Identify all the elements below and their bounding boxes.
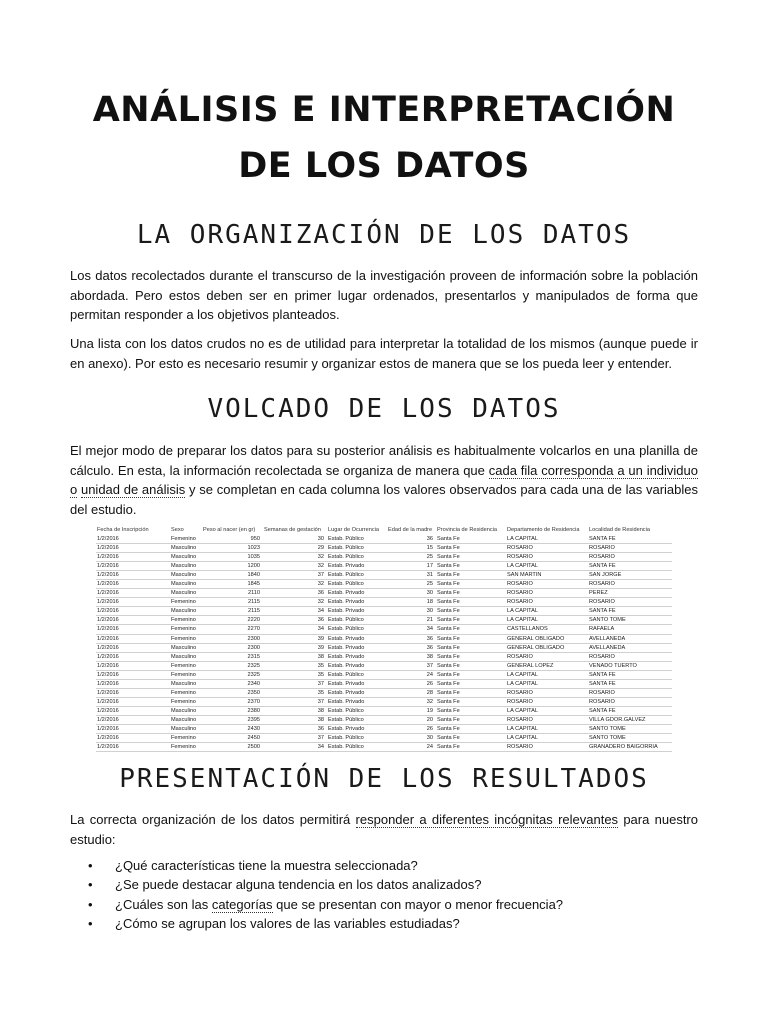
spreadsheet-cell: 20 [387,715,436,724]
spreadsheet-cell: 950 [202,535,263,544]
bullet-icon: • [88,858,93,873]
spreadsheet-cell: ROSARIO [506,652,588,661]
spreadsheet-cell: 1035 [202,553,263,562]
spreadsheet-cell: 1/2/2016 [96,607,170,616]
spreadsheet-cell: Estab. Privado [327,652,387,661]
spreadsheet-row [96,688,672,697]
spreadsheet-row [96,652,672,661]
spreadsheet-cell: 1/2/2016 [96,697,170,706]
spreadsheet-cell: 36 [387,643,436,652]
spreadsheet-cell: 1/2/2016 [96,580,170,589]
spreadsheet-cell: SANTA FE [588,562,672,571]
spreadsheet-table [96,524,672,752]
spreadsheet-cell: 38 [263,706,327,715]
spreadsheet-cell: Santa Fe [436,562,506,571]
spreadsheet-cell: SANTA FE [588,607,672,616]
spreadsheet-cell: 1/2/2016 [96,625,170,634]
spreadsheet-cell: Estab. Público [327,571,387,580]
spreadsheet-cell: VILLA GDOR.GALVEZ [588,715,672,724]
spreadsheet-cell: Masculino [170,589,202,598]
spreadsheet-cell: 36 [387,634,436,643]
spreadsheet-cell: Masculino [170,715,202,724]
spreadsheet-cell: Estab. Privado [327,643,387,652]
paragraph-lista-datos-crudos: Una lista con los datos crudos no es de utilidad para interpretar la totalidad de los mismos (aunque puede ir en anexo). Por esto es necesario resumir y organizar estos de manera que se los pueda leer y entender. [70,336,698,371]
spreadsheet-row [96,607,672,616]
spreadsheet-cell: 37 [263,734,327,743]
spreadsheet-cell: Femenino [170,734,202,743]
spreadsheet-cell: 1/2/2016 [96,670,170,679]
main-title-line-2: DE LOS DATOS [238,146,530,186]
spreadsheet-cell: Santa Fe [436,544,506,553]
spreadsheet-column-header: Lugar de Ocurrencia [328,526,379,533]
spreadsheet-cell: 1/2/2016 [96,553,170,562]
spreadsheet-cell: 36 [387,535,436,544]
spreadsheet-cell: 30 [263,535,327,544]
spreadsheet-cell: 35 [263,670,327,679]
spreadsheet-row [96,697,672,706]
spreadsheet-cell: Estab. Público [327,553,387,562]
paragraph-text-end: y se completan en cada columna los valores observados para cada una de las variables del estudio. [70,482,698,517]
question-text: ¿Se puede destacar alguna tendencia en los datos analizados? [115,877,482,893]
spreadsheet-cell: Masculino [170,724,202,733]
question-text: ¿Cómo se agrupan los valores de las variables estudiadas? [115,915,460,931]
spreadsheet-cell: 30 [387,734,436,743]
spreadsheet-cell: LA CAPITAL [506,724,588,733]
spreadsheet-cell: Masculino [170,562,202,571]
spreadsheet-cell: 25 [387,553,436,562]
spreadsheet-cell: SANTA FE [588,535,672,544]
spreadsheet-cell: LA CAPITAL [506,734,588,743]
spreadsheet-cell: Femenino [170,535,202,544]
spreadsheet-cell: SANTO TOME [588,734,672,743]
spreadsheet-header-row [96,524,672,535]
spreadsheet-cell: 32 [263,598,327,607]
spreadsheet-cell: 19 [387,706,436,715]
spreadsheet-cell: 1/2/2016 [96,562,170,571]
spreadsheet-cell: Santa Fe [436,607,506,616]
question-list-item [88,914,563,933]
spreadsheet-cell: SAN MARTIN [506,571,588,580]
spreadsheet-cell: 1/2/2016 [96,643,170,652]
spreadsheet-cell: 28 [387,688,436,697]
spreadsheet-cell: ROSARIO [506,553,588,562]
spreadsheet-cell: AVELLANEDA [588,634,672,643]
spreadsheet-cell: Femenino [170,616,202,625]
spreadsheet-cell: 2300 [202,634,263,643]
spreadsheet-cell: 36 [263,589,327,598]
underlined-phrase-fila-individuo: cada fila corresponda a un individuo o [70,462,699,497]
spreadsheet-cell: Estab. Público [327,625,387,634]
spreadsheet-cell: Estab. Privado [327,562,387,571]
spreadsheet-row [96,743,672,752]
spreadsheet-cell: 2325 [202,661,263,670]
spreadsheet-cell: 34 [263,607,327,616]
spreadsheet-cell: ROSARIO [506,688,588,697]
question-list-item [88,895,563,914]
spreadsheet-cell: 37 [263,571,327,580]
spreadsheet-cell: Femenino [170,688,202,697]
spreadsheet-cell: 1023 [202,544,263,553]
spreadsheet-cell: 32 [263,553,327,562]
spreadsheet-cell: 31 [387,571,436,580]
spreadsheet-cell: 2340 [202,679,263,688]
spreadsheet-cell: 35 [263,661,327,670]
spreadsheet-cell: 1/2/2016 [96,544,170,553]
spreadsheet-cell: 2395 [202,715,263,724]
spreadsheet-cell: Santa Fe [436,743,506,752]
section-heading-volcado: VOLCADO DE LOS DATOS [207,394,561,424]
spreadsheet-column-header: Peso al nacer (en gr) [203,526,256,533]
paragraph-correcta-organizacion [70,810,698,849]
spreadsheet-cell: Santa Fe [436,535,506,544]
spreadsheet-cell: Santa Fe [436,706,506,715]
spreadsheet-cell: ROSARIO [506,715,588,724]
spreadsheet-row [96,679,672,688]
spreadsheet-cell: 1/2/2016 [96,598,170,607]
spreadsheet-cell: Estab. Privado [327,607,387,616]
spreadsheet-column-header: Edad de la madre [388,526,433,533]
spreadsheet-cell: 34 [387,625,436,634]
paragraph-text-end: para nuestro estudio: [70,812,698,847]
spreadsheet-cell: Masculino [170,679,202,688]
spreadsheet-cell: GENERAL OBLIGADO [506,634,588,643]
paragraph-planilla-calculo [70,441,698,519]
spreadsheet-row [96,670,672,679]
spreadsheet-cell: ROSARIO [588,697,672,706]
spreadsheet-column-header: Provincia de Residencia [437,526,498,533]
spreadsheet-cell: Femenino [170,598,202,607]
spreadsheet-cell: 34 [263,625,327,634]
spreadsheet-cell: SANTO TOME [588,616,672,625]
spreadsheet-cell: Masculino [170,652,202,661]
spreadsheet-cell: Estab. Privado [327,724,387,733]
spreadsheet-cell: 2450 [202,734,263,743]
spreadsheet-cell: 35 [263,688,327,697]
spreadsheet-cell: SANTO TOME [588,724,672,733]
spreadsheet-cell: LA CAPITAL [506,562,588,571]
spreadsheet-image [96,524,672,752]
spreadsheet-cell: Santa Fe [436,697,506,706]
spreadsheet-cell: 1/2/2016 [96,706,170,715]
spreadsheet-cell: Femenino [170,661,202,670]
spreadsheet-row [96,589,672,598]
spreadsheet-row [96,553,672,562]
spreadsheet-cell: 1/2/2016 [96,715,170,724]
spreadsheet-cell: 37 [387,661,436,670]
spreadsheet-cell: Santa Fe [436,670,506,679]
spreadsheet-row [96,535,672,544]
spreadsheet-cell: LA CAPITAL [506,670,588,679]
spreadsheet-cell: Santa Fe [436,661,506,670]
spreadsheet-cell: Estab. Público [327,535,387,544]
spreadsheet-row [96,598,672,607]
spreadsheet-cell: Santa Fe [436,724,506,733]
spreadsheet-cell: Santa Fe [436,688,506,697]
spreadsheet-cell: ROSARIO [588,553,672,562]
spreadsheet-row [96,571,672,580]
spreadsheet-cell: 30 [387,607,436,616]
spreadsheet-cell: 2315 [202,652,263,661]
spreadsheet-cell: Santa Fe [436,734,506,743]
spreadsheet-cell: Santa Fe [436,580,506,589]
spreadsheet-cell: ROSARIO [506,544,588,553]
spreadsheet-cell: Femenino [170,697,202,706]
spreadsheet-column-header: Sexo [171,526,184,533]
question-text: que se presentan con mayor o menor frecuencia? [272,896,564,912]
spreadsheet-row [96,616,672,625]
spreadsheet-cell: Masculino [170,553,202,562]
spreadsheet-cell: Santa Fe [436,625,506,634]
question-text: ¿Qué características tiene la muestra seleccionada? [115,858,418,873]
spreadsheet-cell: 17 [387,562,436,571]
spreadsheet-row [96,634,672,643]
spreadsheet-cell: 1/2/2016 [96,634,170,643]
spreadsheet-cell: 38 [263,715,327,724]
spreadsheet-cell: Masculino [170,706,202,715]
spreadsheet-cell: Santa Fe [436,589,506,598]
question-text: ¿Cuáles son las [115,896,212,912]
spreadsheet-cell: Estab. Público [327,743,387,752]
spreadsheet-cell: 24 [387,670,436,679]
spreadsheet-row [96,580,672,589]
spreadsheet-cell: Masculino [170,544,202,553]
spreadsheet-cell: ROSARIO [588,580,672,589]
spreadsheet-cell: 26 [387,724,436,733]
spreadsheet-cell: Estab. Público [327,544,387,553]
spreadsheet-cell: 2115 [202,598,263,607]
spreadsheet-cell: 2115 [202,607,263,616]
spreadsheet-cell: 26 [387,679,436,688]
spreadsheet-cell: SANTA FE [588,679,672,688]
spreadsheet-cell: Estab. Privado [327,634,387,643]
spreadsheet-cell: Estab. Público [327,616,387,625]
spreadsheet-cell: ROSARIO [506,743,588,752]
spreadsheet-row [96,562,672,571]
spreadsheet-cell: Estab. Público [327,715,387,724]
spreadsheet-cell: 1/2/2016 [96,743,170,752]
spreadsheet-cell: ROSARIO [588,688,672,697]
spreadsheet-cell: 36 [263,616,327,625]
spreadsheet-cell: 32 [263,580,327,589]
spreadsheet-row [96,625,672,634]
underlined-phrase-unidad-analisis: unidad de análisis [80,482,186,497]
spreadsheet-cell: 38 [387,652,436,661]
bullet-icon: • [88,896,93,912]
spreadsheet-column-header: Localidad de Residencia [589,526,650,533]
spreadsheet-cell: Estab. Público [327,706,387,715]
spreadsheet-cell: 36 [263,724,327,733]
spreadsheet-cell: 1/2/2016 [96,679,170,688]
spreadsheet-cell: SANTA FE [588,670,672,679]
spreadsheet-cell: Santa Fe [436,652,506,661]
spreadsheet-cell: 37 [263,697,327,706]
spreadsheet-cell: Femenino [170,743,202,752]
spreadsheet-cell: 1/2/2016 [96,734,170,743]
spreadsheet-cell: ROSARIO [506,580,588,589]
paragraph-datos-recolectados: Los datos recolectados durante el transcurso de la investigación proveen de información sobre la población abordada. Pero estos deben ser en primer lugar ordenados, presentarlos y manipulados de forma que permitan responder a los objetivos planteados. [70,268,698,322]
bullet-icon: • [88,877,93,893]
spreadsheet-cell: 1/2/2016 [96,652,170,661]
spreadsheet-column-header: Fecha de Inscripción [97,526,149,533]
spreadsheet-cell: 2325 [202,670,263,679]
spreadsheet-row [96,706,672,715]
spreadsheet-cell: AVELLANEDA [588,643,672,652]
spreadsheet-cell: 2370 [202,697,263,706]
spreadsheet-cell: Estab. Privado [327,598,387,607]
section-heading-organizacion: LA ORGANIZACIÓN DE LOS DATOS [136,220,632,250]
spreadsheet-cell: LA CAPITAL [506,679,588,688]
spreadsheet-cell: 1/2/2016 [96,661,170,670]
spreadsheet-column-header: Semanas de gestación [264,526,321,533]
spreadsheet-cell: 1/2/2016 [96,616,170,625]
spreadsheet-column-header: Departamento de Residencia [507,526,580,533]
spreadsheet-cell: GENERAL LOPEZ [506,661,588,670]
underlined-phrase-incognitas: responder a diferentes incógnitas relevantes [355,812,619,827]
spreadsheet-cell: 1200 [202,562,263,571]
spreadsheet-cell: 39 [263,634,327,643]
spreadsheet-cell: 2270 [202,625,263,634]
spreadsheet-cell: LA CAPITAL [506,706,588,715]
spreadsheet-cell: Masculino [170,571,202,580]
spreadsheet-cell: Santa Fe [436,571,506,580]
spreadsheet-cell: 29 [263,544,327,553]
spreadsheet-cell: Estab. Público [327,670,387,679]
spreadsheet-cell: Santa Fe [436,598,506,607]
spreadsheet-cell: 2220 [202,616,263,625]
spreadsheet-cell: LA CAPITAL [506,535,588,544]
spreadsheet-cell: 25 [387,580,436,589]
spreadsheet-row [96,661,672,670]
spreadsheet-cell: Estab. Privado [327,697,387,706]
spreadsheet-row [96,715,672,724]
spreadsheet-cell: GRANADERO BAIGORRIA [588,743,672,752]
spreadsheet-cell: Santa Fe [436,634,506,643]
spreadsheet-cell: 1845 [202,580,263,589]
spreadsheet-cell: LA CAPITAL [506,607,588,616]
spreadsheet-cell: Estab. Público [327,734,387,743]
spreadsheet-body [96,535,672,752]
spreadsheet-cell: 1/2/2016 [96,589,170,598]
spreadsheet-cell: Santa Fe [436,715,506,724]
spreadsheet-cell: 30 [387,589,436,598]
spreadsheet-cell: 2110 [202,589,263,598]
spreadsheet-cell: Santa Fe [436,616,506,625]
section-heading-presentacion: PRESENTACIÓN DE LOS RESULTADOS [119,764,649,794]
spreadsheet-cell: 1/2/2016 [96,535,170,544]
spreadsheet-row [96,734,672,743]
spreadsheet-cell: VENADO TUERTO [588,661,672,670]
spreadsheet-cell: GENERAL OBLIGADO [506,643,588,652]
spreadsheet-cell: Santa Fe [436,553,506,562]
spreadsheet-cell: 21 [387,616,436,625]
spreadsheet-cell: PEREZ [588,589,672,598]
spreadsheet-cell: ROSARIO [506,589,588,598]
spreadsheet-cell: Estab. Privado [327,661,387,670]
spreadsheet-cell: RAFAELA [588,625,672,634]
spreadsheet-cell: 32 [263,562,327,571]
spreadsheet-cell: Estab. Privado [327,679,387,688]
spreadsheet-cell: Santa Fe [436,643,506,652]
question-list-item [88,875,563,894]
spreadsheet-cell: 18 [387,598,436,607]
spreadsheet-cell: ROSARIO [588,544,672,553]
spreadsheet-cell: Santa Fe [436,679,506,688]
spreadsheet-cell: Femenino [170,670,202,679]
spreadsheet-cell: 24 [387,743,436,752]
spreadsheet-cell: 1/2/2016 [96,688,170,697]
spreadsheet-cell: ROSARIO [588,652,672,661]
spreadsheet-cell: 37 [263,679,327,688]
spreadsheet-cell: 2300 [202,643,263,652]
spreadsheet-cell: Estab. Privado [327,688,387,697]
spreadsheet-cell: SANTA FE [588,706,672,715]
spreadsheet-cell: 1840 [202,571,263,580]
bullet-icon: • [88,915,93,931]
spreadsheet-cell: Femenino [170,634,202,643]
spreadsheet-cell: 38 [263,652,327,661]
spreadsheet-cell: ROSARIO [506,697,588,706]
spreadsheet-cell: 15 [387,544,436,553]
spreadsheet-row [96,643,672,652]
paragraph-text-start: La correcta organización de los datos permitirá [70,812,356,827]
paragraph-text-start: El mejor modo de preparar los datos para su posterior análisis es habitualmente volcarlos en una planilla de cálculo. En esta, la información recolectada se organiza de manera que [70,443,698,478]
spreadsheet-cell: 34 [263,743,327,752]
spreadsheet-cell: ROSARIO [506,598,588,607]
spreadsheet-row [96,724,672,733]
spreadsheet-cell: 39 [263,643,327,652]
spreadsheet-cell: Estab. Privado [327,589,387,598]
spreadsheet-cell: 32 [387,697,436,706]
spreadsheet-row [96,544,672,553]
spreadsheet-cell: Masculino [170,607,202,616]
spreadsheet-cell: Estab. Público [327,580,387,589]
spreadsheet-cell: 1/2/2016 [96,724,170,733]
spreadsheet-cell: 2430 [202,724,263,733]
spreadsheet-cell: ROSARIO [588,598,672,607]
question-list-item [88,856,563,875]
spreadsheet-cell: 1/2/2016 [96,571,170,580]
spreadsheet-cell: SAN JORGE [588,571,672,580]
spreadsheet-cell: LA CAPITAL [506,616,588,625]
spreadsheet-cell: Femenino [170,625,202,634]
spreadsheet-cell: 2380 [202,706,263,715]
spreadsheet-cell: Masculino [170,580,202,589]
spreadsheet-cell: CASTELLANOS [506,625,588,634]
underlined-word-categorias: categorías [211,896,273,912]
question-list [88,856,563,933]
main-title-line-1: ANÁLISIS E INTERPRETACIÓN [92,90,676,130]
spreadsheet-cell: Masculino [170,643,202,652]
spreadsheet-cell: 2500 [202,743,263,752]
spreadsheet-cell: 2350 [202,688,263,697]
